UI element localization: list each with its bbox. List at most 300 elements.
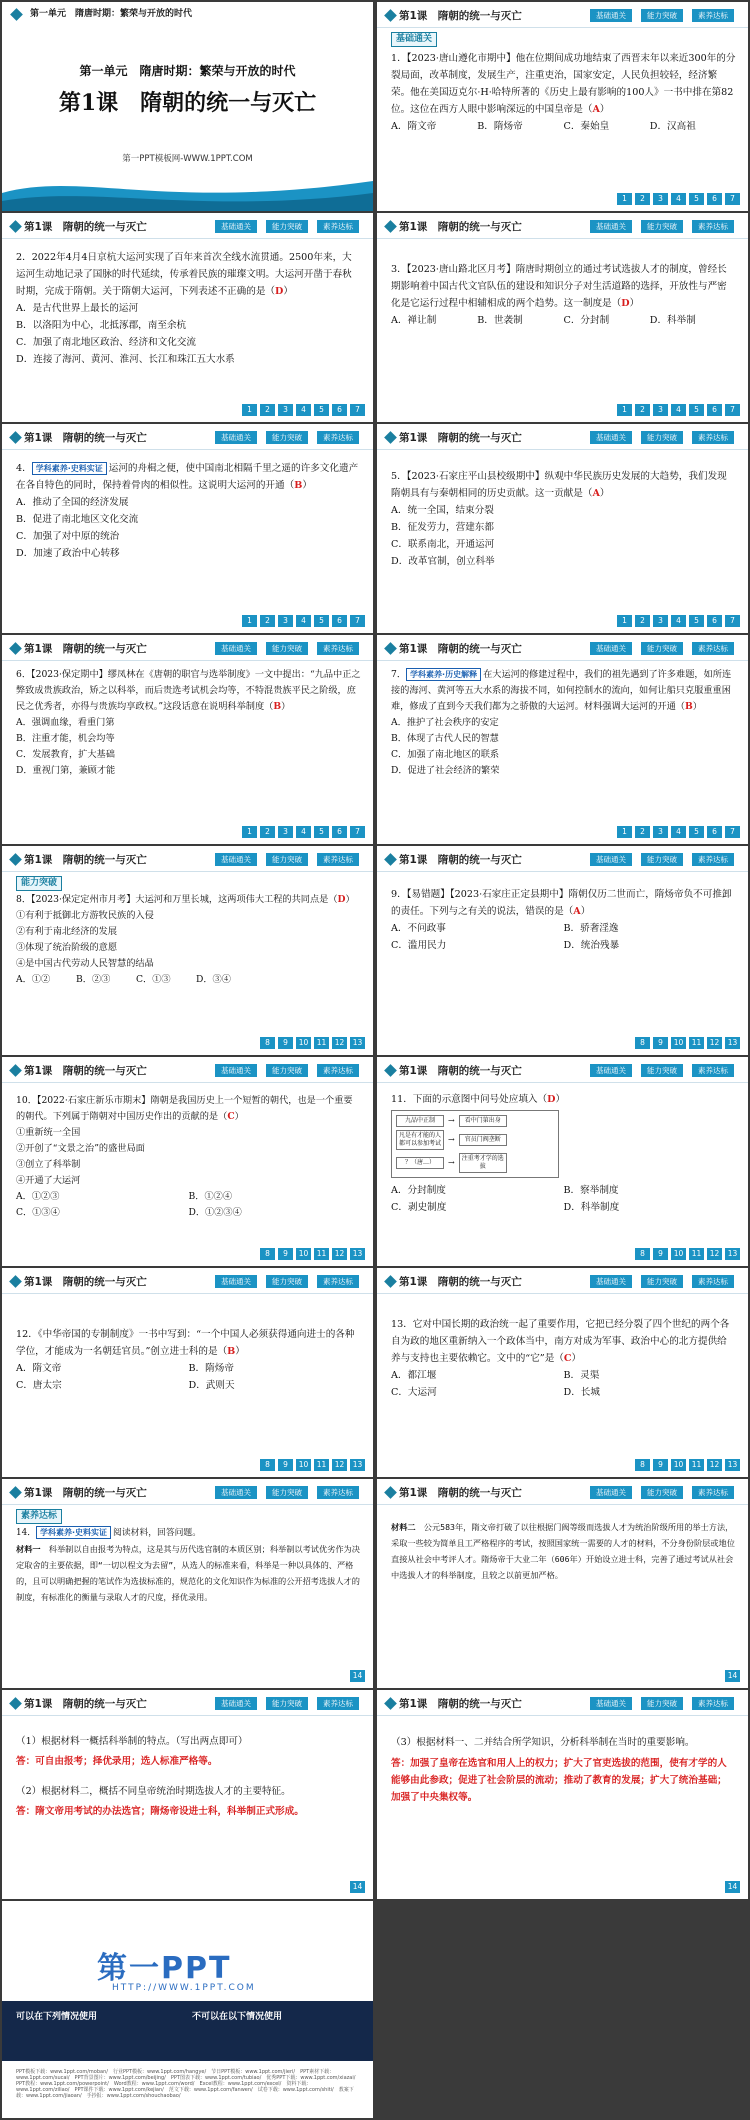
option-a: A．分封制度 (391, 1185, 446, 1196)
nav-9[interactable]: 9 (278, 1248, 293, 1260)
nav-8[interactable]: 8 (260, 1459, 275, 1471)
slide-end (2, 1901, 373, 2118)
slide-header (377, 1057, 748, 1083)
answer: B (685, 701, 693, 712)
answer: C (227, 1111, 235, 1122)
literacy-button[interactable]: 素养达标 (317, 1275, 359, 1288)
ability-button[interactable]: 能力突破 (266, 1275, 308, 1288)
literacy-button[interactable]: 素养达标 (317, 431, 359, 444)
slide-q4 (2, 424, 373, 633)
basic-button[interactable]: 基础通关 (590, 1064, 632, 1077)
nav-5[interactable]: 5 (314, 615, 329, 627)
ability-button[interactable]: 能力突破 (266, 1697, 308, 1710)
page-nav (260, 1037, 365, 1049)
nav-8[interactable]: 8 (635, 1037, 650, 1049)
ability-button[interactable]: 能力突破 (641, 853, 683, 866)
lesson-title: 第1课 隋朝的统一与灭亡 (24, 1487, 147, 1499)
basic-button[interactable]: 基础通关 (590, 1486, 632, 1499)
basic-button[interactable]: 基础通关 (215, 1275, 257, 1288)
nav-7[interactable]: 7 (350, 404, 365, 416)
nav-4[interactable]: 4 (296, 826, 311, 838)
ability-button[interactable]: 能力突破 (266, 853, 308, 866)
can-use-heading: 可以在下列情况使用 (16, 2012, 98, 2022)
lesson-title: 第1课 隋朝的统一与灭亡 (399, 10, 522, 22)
option-d: D．长城 (563, 1387, 600, 1398)
diamond-icon (384, 220, 397, 233)
option-d: D．科举制度 (563, 1202, 620, 1213)
material1-text: 科举制以自由报考为特点，这是其与历代选官制的本质区别；科举制以考试优劣作为决定取舍的主要依据，即“一切以程文为去留”，从选人的标准来看，科举是一种以具体的、严格的，且可以明确把握的笔试作为选拔标准的，规范化的文化知识作为标准的公开招考选拔人才的制度，有标准化的衡量与录取人才的尺度，择优录用。 (16, 1544, 360, 1602)
nav-1[interactable]: 1 (242, 404, 257, 416)
section-ability: 能力突破 (16, 876, 62, 891)
option-c: C．唐太宗 (16, 1380, 62, 1391)
diamond-icon (384, 1486, 397, 1499)
question-text: 9．【易错题】【2023·石家庄正定县期中】隋朝仅历二世而亡，隋炀帝负不可推卸的责任。下列与之有关的说法，错误的是（ (391, 889, 732, 917)
nav-6[interactable]: 6 (707, 193, 722, 205)
question-body (16, 249, 361, 368)
nav-4[interactable]: 4 (296, 404, 311, 416)
nav-9[interactable]: 9 (653, 1037, 668, 1049)
option-b: B．征发劳力，营建东都 (391, 522, 494, 533)
nav-2[interactable]: 2 (260, 404, 275, 416)
paren: ） (235, 1346, 245, 1357)
ability-button[interactable]: 能力突破 (641, 1064, 683, 1077)
nav-13[interactable]: 13 (350, 1037, 365, 1049)
nav-7[interactable]: 7 (350, 615, 365, 627)
question-text: 12．《中华帝国的专制制度》一书中写到：“一个中国人必须获得通向进士的各种学位，才能成为一名朝廷官员。”创立进士科的是（ (16, 1329, 355, 1357)
nav-2[interactable]: 2 (635, 404, 650, 416)
basic-button[interactable]: 基础通关 (590, 431, 632, 444)
ability-button[interactable]: 能力突破 (266, 431, 308, 444)
option-d: D．①②③④ (188, 1207, 242, 1218)
nav-5[interactable]: 5 (689, 615, 704, 627)
diamond-icon (9, 1486, 22, 1499)
nav-6[interactable]: 6 (332, 404, 347, 416)
nav-10[interactable]: 10 (296, 1037, 311, 1049)
basic-button[interactable]: 基础通关 (215, 1486, 257, 1499)
page-nav (242, 615, 365, 627)
nav-1[interactable]: 1 (617, 404, 632, 416)
slide-header (377, 1268, 748, 1294)
slide-header (2, 213, 373, 239)
option-b: B．注重才能，机会均等 (16, 733, 115, 744)
question-body (391, 667, 736, 779)
option-d: D．连接了海河、黄河、淮河、长江和珠江五大水系 (16, 354, 235, 365)
option-d: D．加速了政治中心转移 (16, 548, 120, 559)
ability-button[interactable]: 能力突破 (641, 9, 683, 22)
nav-11[interactable]: 11 (314, 1459, 329, 1471)
nav-3[interactable]: 3 (653, 615, 668, 627)
item-4: ④是中国古代劳动人民智慧的结晶 (16, 958, 154, 969)
nav-12[interactable]: 12 (707, 1248, 722, 1260)
nav-10[interactable]: 10 (296, 1248, 311, 1260)
lesson-title: 第1课 隋朝的统一与灭亡 (399, 1698, 522, 1710)
literacy-button[interactable]: 素养达标 (317, 220, 359, 233)
literacy-button[interactable]: 素养达标 (692, 642, 734, 655)
question-body (391, 1316, 736, 1401)
basic-button[interactable]: 基础通关 (215, 431, 257, 444)
usage-band (2, 2001, 373, 2061)
page-nav (260, 1459, 365, 1471)
nav-14[interactable]: 14 (350, 1670, 365, 1682)
diagram-left-1: 九品中正制 (396, 1115, 444, 1127)
slide-q1 (377, 2, 748, 211)
wave-decoration (2, 171, 373, 211)
ability-button[interactable]: 能力突破 (266, 220, 308, 233)
basic-button[interactable]: 基础通关 (590, 220, 632, 233)
nav-5[interactable]: 5 (689, 193, 704, 205)
option-a: A．①②③ (16, 1191, 60, 1202)
basic-button[interactable]: 基础通关 (215, 220, 257, 233)
nav-11[interactable]: 11 (689, 1248, 704, 1260)
nav-8[interactable]: 8 (635, 1248, 650, 1260)
nav-12[interactable]: 12 (332, 1459, 347, 1471)
site-url[interactable]: HTTP://WWW.1PPT.COM (112, 1983, 256, 1993)
option-c: C．发展教育，扩大基础 (16, 749, 115, 760)
lesson-title: 第1课 隋朝的统一与灭亡 (399, 1065, 522, 1077)
section-basic: 基础通关 (391, 32, 437, 47)
title-main: 第1课 隋朝的统一与灭亡 (58, 90, 317, 116)
nav-2[interactable]: 2 (635, 826, 650, 838)
nav-3[interactable]: 3 (278, 826, 293, 838)
nav-10[interactable]: 10 (671, 1459, 686, 1471)
nav-9[interactable]: 9 (278, 1459, 293, 1471)
option-b: B．②③ (76, 974, 111, 985)
lesson-title: 第1课 隋朝的统一与灭亡 (399, 1487, 522, 1499)
answer: D (337, 894, 346, 905)
option-c: C．①③ (136, 974, 171, 985)
question-text: 8．【2023·保定定州市月考】大运河和万里长城，这两项伟大工程的共同点是（ (16, 894, 338, 905)
slide-header (377, 424, 748, 450)
literacy-button[interactable]: 素养达标 (692, 1697, 734, 1710)
option-c: C．加强了对中原的统治 (16, 531, 120, 542)
paren: ） (283, 286, 293, 297)
page-nav (635, 1459, 740, 1471)
nav-6[interactable]: 6 (332, 615, 347, 627)
ability-button[interactable]: 能力突破 (266, 1064, 308, 1077)
literacy-button[interactable]: 素养达标 (317, 853, 359, 866)
ability-button[interactable]: 能力突破 (266, 642, 308, 655)
option-b: B．促进了南北地区文化交流 (16, 514, 139, 525)
nav-1[interactable]: 1 (242, 615, 257, 627)
paren: ） (302, 480, 312, 491)
paren: ） (629, 298, 640, 309)
basic-button[interactable]: 基础通关 (590, 1275, 632, 1288)
lesson-title: 第1课 隋朝的统一与灭亡 (399, 432, 522, 444)
literacy-button[interactable]: 素养达标 (692, 1486, 734, 1499)
slide-header (377, 1690, 748, 1716)
diamond-icon (9, 642, 22, 655)
question-body (16, 460, 361, 562)
literacy-button[interactable]: 素养达标 (692, 1064, 734, 1077)
literacy-tag: 学科素养·历史解释 (406, 668, 481, 681)
slide-header (377, 1479, 748, 1505)
nav-7[interactable]: 7 (725, 193, 740, 205)
nav-1[interactable]: 1 (617, 193, 632, 205)
option-d: D．武则天 (188, 1380, 235, 1391)
basic-button[interactable]: 基础通关 (215, 642, 257, 655)
nav-9[interactable]: 9 (653, 1248, 668, 1260)
nav-13[interactable]: 13 (725, 1459, 740, 1471)
paren: ） (234, 1111, 244, 1122)
slide-header (2, 1057, 373, 1083)
answer: C (563, 1353, 572, 1364)
nav-6[interactable]: 6 (332, 826, 347, 838)
basic-button[interactable]: 基础通关 (215, 1697, 257, 1710)
question-number: 4． (16, 463, 32, 474)
page-nav (617, 615, 740, 627)
paren: ） (692, 701, 702, 712)
nav-5[interactable]: 5 (314, 404, 329, 416)
diamond-icon (384, 853, 397, 866)
nav-4[interactable]: 4 (671, 826, 686, 838)
nav-1[interactable]: 1 (242, 826, 257, 838)
ability-button[interactable]: 能力突破 (266, 1486, 308, 1499)
item-1: ①重新统一全国 (16, 1127, 81, 1138)
arrow-icon: → (448, 1135, 455, 1144)
nav-3[interactable]: 3 (278, 615, 293, 627)
nav-7[interactable]: 7 (350, 826, 365, 838)
option-a: A．都江堰 (391, 1370, 437, 1381)
logo: 第一PPT (97, 1951, 232, 1986)
diamond-icon (384, 1275, 397, 1288)
ability-button[interactable]: 能力突破 (641, 220, 683, 233)
nav-12[interactable]: 12 (332, 1037, 347, 1049)
nav-8[interactable]: 8 (260, 1248, 275, 1260)
nav-6[interactable]: 6 (707, 826, 722, 838)
nav-14[interactable]: 14 (725, 1881, 740, 1893)
slide-q2 (2, 213, 373, 422)
question-body (16, 1734, 361, 1820)
page-nav (617, 404, 740, 416)
option-c: C．秦始皇 (563, 121, 610, 132)
answer: D (275, 286, 284, 297)
nav-3[interactable]: 3 (278, 404, 293, 416)
title-site: 第一PPT模板网-WWW.1PPT.COM (122, 154, 253, 164)
question-text: 在大运河的修建过程中，我们的祖先遇到了许多难题，如所连接的海河、黄河等五大水系的海拔不同，如何控制水的流向，如何让船只克服重重困难，修成了直到今天我们都为之骄傲的大运河。材料强调大运河的开通（ (391, 669, 732, 712)
lesson-title: 第1课 隋朝的统一与灭亡 (24, 1698, 147, 1710)
nav-11[interactable]: 11 (689, 1459, 704, 1471)
material2-text: 公元583年，隋文帝打破了以往根据门阀等级而选拔人才为统治阶级所用的举士方法，采取一些较为简单且工严格程序的考试，按照国家统一需要的人才的材料，不分身份阶层或地位直接从社会中考评人才。隋炀帝于大业二年（606年）开始设立进士科，完善了通过考试从社会中选拔人才的科举制度，且较之以前更加严格。 (391, 1522, 735, 1580)
nav-4[interactable]: 4 (671, 404, 686, 416)
nav-6[interactable]: 6 (707, 615, 722, 627)
item-3: ③创立了科举制 (16, 1159, 81, 1170)
option-c: C．加强了南北地区政治、经济和文化交流 (16, 337, 197, 348)
option-a: A．不问政事 (391, 923, 446, 934)
option-c: C．联系南北，开通运河 (391, 539, 495, 550)
literacy-button[interactable]: 素养达标 (692, 1275, 734, 1288)
lesson-title: 第1课 隋朝的统一与灭亡 (399, 643, 522, 655)
diamond-icon (10, 8, 23, 21)
unit-label: 第一单元 隋唐时期：繁荣与开放的时代 (30, 9, 193, 19)
basic-button[interactable]: 基础通关 (590, 642, 632, 655)
slide-q13 (377, 1268, 748, 1477)
option-b: B．体现了古代人民的智慧 (391, 733, 499, 744)
nav-11[interactable]: 11 (689, 1037, 704, 1049)
literacy-button[interactable]: 素养达标 (692, 220, 734, 233)
basic-button[interactable]: 基础通关 (215, 853, 257, 866)
answer: D (547, 1094, 556, 1105)
literacy-tag: 学科素养·史料实证 (36, 1526, 111, 1539)
paren: ） (281, 701, 291, 712)
nav-12[interactable]: 12 (707, 1459, 722, 1471)
literacy-button[interactable]: 素养达标 (692, 431, 734, 444)
slide-header (377, 213, 748, 239)
nav-3[interactable]: 3 (653, 193, 668, 205)
nav-5[interactable]: 5 (314, 826, 329, 838)
lesson-title: 第1课 隋朝的统一与灭亡 (24, 643, 147, 655)
nav-5[interactable]: 5 (689, 826, 704, 838)
ability-button[interactable]: 能力突破 (641, 431, 683, 444)
ability-button[interactable]: 能力突破 (641, 1697, 683, 1710)
nav-8[interactable]: 8 (260, 1037, 275, 1049)
nav-3[interactable]: 3 (653, 404, 668, 416)
nav-2[interactable]: 2 (260, 826, 275, 838)
section-literacy: 素养达标 (16, 1509, 62, 1524)
page-nav (617, 826, 740, 838)
lesson-title: 第1课 隋朝的统一与灭亡 (24, 221, 147, 233)
diagram-right-2: 官员门阀垄断 (459, 1134, 507, 1146)
option-b: B．灵渠 (563, 1370, 600, 1381)
option-a: A．禅让制 (391, 315, 437, 326)
sub-question-3: （3）根据材料一、二并结合所学知识，分析科举制在当时的重要影响。 (391, 1737, 695, 1748)
nav-11[interactable]: 11 (314, 1248, 329, 1260)
option-b: B．以洛阳为中心，北抵涿郡，南至余杭 (16, 320, 187, 331)
paren: ） (599, 488, 610, 499)
nav-13[interactable]: 13 (725, 1037, 740, 1049)
question-text: 11．下面的示意图中问号处应填入（ (391, 1094, 548, 1105)
nav-14[interactable]: 14 (350, 1881, 365, 1893)
nav-7[interactable]: 7 (725, 826, 740, 838)
answer: A (592, 104, 600, 115)
slide-header (2, 424, 373, 450)
sub-question-2: （2）根据材料二，概括不同皇帝统治时期选拔人才的主要特征。 (16, 1786, 291, 1797)
nav-10[interactable]: 10 (671, 1248, 686, 1260)
nav-13[interactable]: 13 (350, 1459, 365, 1471)
nav-4[interactable]: 4 (671, 615, 686, 627)
question-text: 5．【2023·石家庄平山县校级期中】纵观中华民族历史发展的大趋势，我们发现隋朝具有与秦朝相同的历史贡献。这一贡献是（ (391, 471, 727, 499)
nav-9[interactable]: 9 (653, 1459, 668, 1471)
cannot-use-heading: 不可以在以下情况使用 (192, 2012, 283, 2022)
option-d: D．促进了社会经济的繁荣 (391, 765, 500, 776)
nav-10[interactable]: 10 (296, 1459, 311, 1471)
diamond-icon (384, 642, 397, 655)
nav-2[interactable]: 2 (635, 615, 650, 627)
nav-5[interactable]: 5 (689, 404, 704, 416)
literacy-button[interactable]: 素养达标 (317, 1064, 359, 1077)
nav-8[interactable]: 8 (635, 1459, 650, 1471)
slide-q11 (377, 1057, 748, 1266)
nav-10[interactable]: 10 (671, 1037, 686, 1049)
basic-button[interactable]: 基础通关 (590, 853, 632, 866)
nav-4[interactable]: 4 (671, 193, 686, 205)
question-body (16, 892, 361, 988)
page-nav (617, 193, 740, 205)
link-list[interactable]: PPT模板下载：www.1ppt.com/moban/ 行业PPT模板：www.1ppt.com/hangye/ 节日PPT模板：www.1ppt.com/jieri/ PPT素材下载：www.1ppt.com/sucai/ PPT背景图片：www.1ppt.com/beijing/ PPT图表下载：www.1ppt.com/tubiao/ 优秀PPT下载：www.1ppt.com/xiazai/ PPT教程：www.1ppt.com/powerpoint/ Word教程：www.1ppt.com/word/ Excel教程：www.1ppt.com/excel/ 资料下载：www.1ppt.com/ziliao/ PPT课件下载：www.1ppt.com/kejian/ 范文下载：www.1ppt.com/fanwen/ 试卷下载：www.1ppt.com/shiti/ 教案下载：www.1ppt.com/jiaoan/ 手抄报：www.1ppt.com/shouchaobao/ (16, 2069, 361, 2099)
option-d: D．科举制 (649, 315, 696, 326)
lesson-title: 第1课 隋朝的统一与灭亡 (399, 1276, 522, 1288)
question-number: 14． (16, 1528, 36, 1538)
basic-button[interactable]: 基础通关 (590, 9, 632, 22)
question-body (391, 1734, 736, 1806)
nav-11[interactable]: 11 (314, 1037, 329, 1049)
page-nav (350, 1670, 365, 1682)
arrow-icon: → (448, 1158, 455, 1167)
option-c: C．①③④ (16, 1207, 60, 1218)
diamond-icon (9, 1275, 22, 1288)
basic-button[interactable]: 基础通关 (590, 1697, 632, 1710)
diamond-icon (9, 431, 22, 444)
ability-button[interactable]: 能力突破 (641, 1486, 683, 1499)
option-d: D．汉高祖 (649, 121, 696, 132)
literacy-button[interactable]: 素养达标 (692, 9, 734, 22)
question-body (391, 886, 736, 954)
page-nav (242, 404, 365, 416)
question-text: 3．【2023·唐山路北区月考】隋唐时期创立的通过考试选拔人才的制度，曾经长期影响着中国古代文官队伍的建设和知识分子对生活道路的选择，开放性与严密化是它运行过程中相辅相成的两个趋势。这一制度是（ (391, 264, 727, 309)
option-c: C．大运河 (391, 1387, 437, 1398)
material2-label: 材料二 (391, 1522, 416, 1532)
diamond-icon (384, 1064, 397, 1077)
nav-6[interactable]: 6 (707, 404, 722, 416)
nav-3[interactable]: 3 (653, 826, 668, 838)
page-nav (242, 826, 365, 838)
ability-button[interactable]: 能力突破 (641, 1275, 683, 1288)
nav-2[interactable]: 2 (260, 615, 275, 627)
nav-7[interactable]: 7 (725, 615, 740, 627)
question-body (16, 1326, 361, 1394)
slide-q10 (2, 1057, 373, 1266)
diagram-left-2: 凡是有才能的人都可以参加考试 (396, 1130, 444, 1150)
nav-7[interactable]: 7 (725, 404, 740, 416)
option-a: A．推动了全国的经济发展 (16, 497, 129, 508)
nav-9[interactable]: 9 (278, 1037, 293, 1049)
question-number: 7． (391, 669, 407, 680)
nav-1[interactable]: 1 (617, 615, 632, 627)
answer: A (592, 488, 600, 499)
literacy-button[interactable]: 素养达标 (317, 1697, 359, 1710)
lesson-title: 第1课 隋朝的统一与灭亡 (399, 221, 522, 233)
literacy-button[interactable]: 素养达标 (317, 1486, 359, 1499)
basic-button[interactable]: 基础通关 (215, 1064, 257, 1077)
page-nav (350, 1881, 365, 1893)
sub-answer-3: 答：加强了皇帝在选官和用人上的权力；扩大了官吏选拔的范围，使有才学的人能够由此参政；促进了社会阶层的流动；推动了教育的发展；扩大了统治基础；加强了中央集权等。 (391, 1758, 727, 1803)
diamond-icon (9, 853, 22, 866)
paren: ） (555, 1094, 566, 1105)
nav-1[interactable]: 1 (617, 826, 632, 838)
lesson-title: 第1课 隋朝的统一与灭亡 (24, 854, 147, 866)
page-nav (635, 1037, 740, 1049)
slide-header (377, 846, 748, 872)
option-a: A．统一全国，结束分裂 (391, 505, 494, 516)
nav-14[interactable]: 14 (725, 1670, 740, 1682)
literacy-button[interactable]: 素养达标 (317, 642, 359, 655)
literacy-button[interactable]: 素养达标 (692, 853, 734, 866)
nav-13[interactable]: 13 (350, 1248, 365, 1260)
nav-12[interactable]: 12 (332, 1248, 347, 1260)
ability-button[interactable]: 能力突破 (641, 642, 683, 655)
arrow-icon: → (448, 1116, 455, 1125)
diamond-icon (9, 220, 22, 233)
slide-q8 (2, 846, 373, 1055)
answer: B (227, 1346, 236, 1357)
paren: ） (345, 894, 355, 905)
slide-q14-material2 (377, 1479, 748, 1688)
nav-2[interactable]: 2 (635, 193, 650, 205)
nav-13[interactable]: 13 (725, 1248, 740, 1260)
nav-4[interactable]: 4 (296, 615, 311, 627)
nav-12[interactable]: 12 (707, 1037, 722, 1049)
title-subtitle: 第一单元 隋唐时期：繁荣与开放的时代 (79, 64, 296, 78)
question-text: 6．【2023·保定期中】缪凤林在《唐朝的职官与选举制度》一文中提出：“九品中正之弊致成贵族政治，矫之以科举，而后贵选考试机会均等，不特混贵族平民之阶级，庶民之优秀者，亦得与贵族均享政权。”这段话意在说明科举制度（ (16, 669, 361, 712)
